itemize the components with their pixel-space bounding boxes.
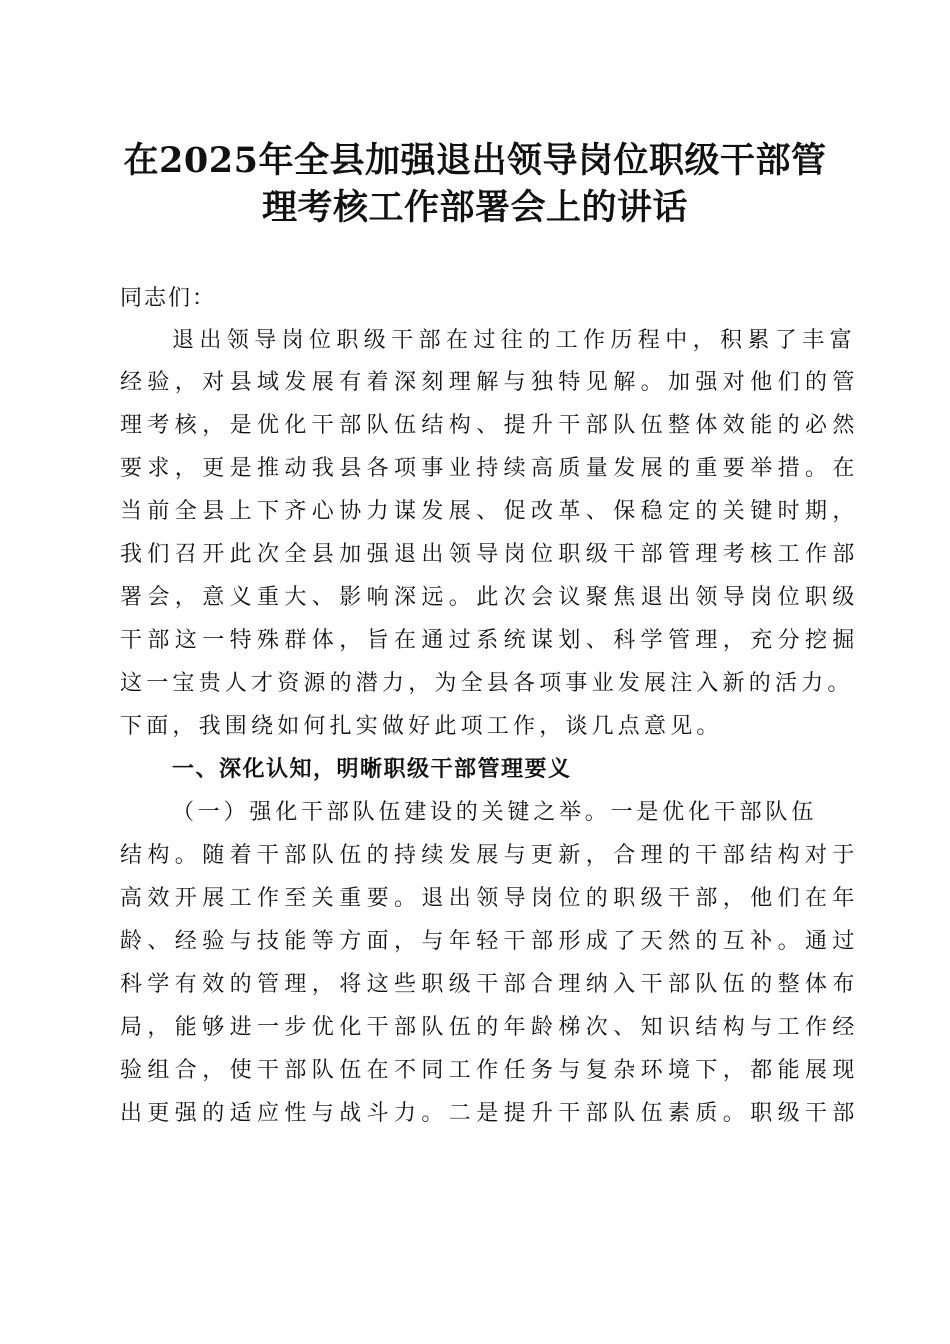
paragraph-line: 署会，意义重大、影响深远。此次会议聚焦退出领导岗位职级 xyxy=(120,585,860,610)
paragraph-line: 当前全县上下齐心协力谋发展、促改革、保稳定的关键时期， xyxy=(120,499,860,524)
paragraph-line: 科学有效的管理，将这些职级干部合理纳入干部队伍的整体布 xyxy=(120,972,860,997)
paragraph-line: 局，能够进一步优化干部队伍的年龄梯次、知识结构与工作经 xyxy=(120,1015,860,1040)
salutation: 同志们： xyxy=(120,286,217,311)
paragraph-line: 理考核，是优化干部队伍结构、提升干部队伍整体效能的必然 xyxy=(120,413,860,438)
paragraph-line: 要求，更是推动我县各项事业持续高质量发展的重要举措。在 xyxy=(120,456,860,481)
paragraph-line: 出更强的适应性与战斗力。二是提升干部队伍素质。职级干部 xyxy=(120,1101,860,1126)
paragraph-line: 龄、经验与技能等方面，与年轻干部形成了天然的互补。通过 xyxy=(120,929,860,954)
paragraph-line: 结构。随着干部队伍的持续发展与更新，合理的干部结构对于 xyxy=(120,843,860,868)
subsection-line: （一）强化干部队伍建设的关键之举。一是优化干部队伍 xyxy=(172,800,818,825)
document-title-line-1: 在2025年全县加强退出领导岗位职级干部管 xyxy=(123,140,827,181)
paragraph-line: 退出领导岗位职级干部在过往的工作历程中，积累了丰富 xyxy=(172,328,858,353)
paragraph-line: 下面，我围绕如何扎实做好此项工作，谈几点意见。 xyxy=(120,714,723,739)
paragraph-line: 我们召开此次全县加强退出领导岗位职级干部管理考核工作部 xyxy=(120,542,860,567)
section-heading: 一、深化认知，明晰职级干部管理要义 xyxy=(172,757,572,782)
paragraph-line: 验组合，使干部队伍在不同工作任务与复杂环境下，都能展现 xyxy=(120,1058,860,1083)
paragraph-line: 这一宝贵人才资源的潜力，为全县各项事业发展注入新的活力。 xyxy=(120,671,854,696)
document-title-line-2: 理考核工作部署会上的讲话 xyxy=(261,187,688,228)
paragraph-line: 经验，对县域发展有着深刻理解与独特见解。加强对他们的管 xyxy=(120,370,860,395)
paragraph-line: 高效开展工作至关重要。退出领导岗位的职级干部，他们在年 xyxy=(120,886,860,911)
paragraph-line: 干部这一特殊群体，旨在通过系统谋划、科学管理，充分挖掘 xyxy=(120,628,860,653)
